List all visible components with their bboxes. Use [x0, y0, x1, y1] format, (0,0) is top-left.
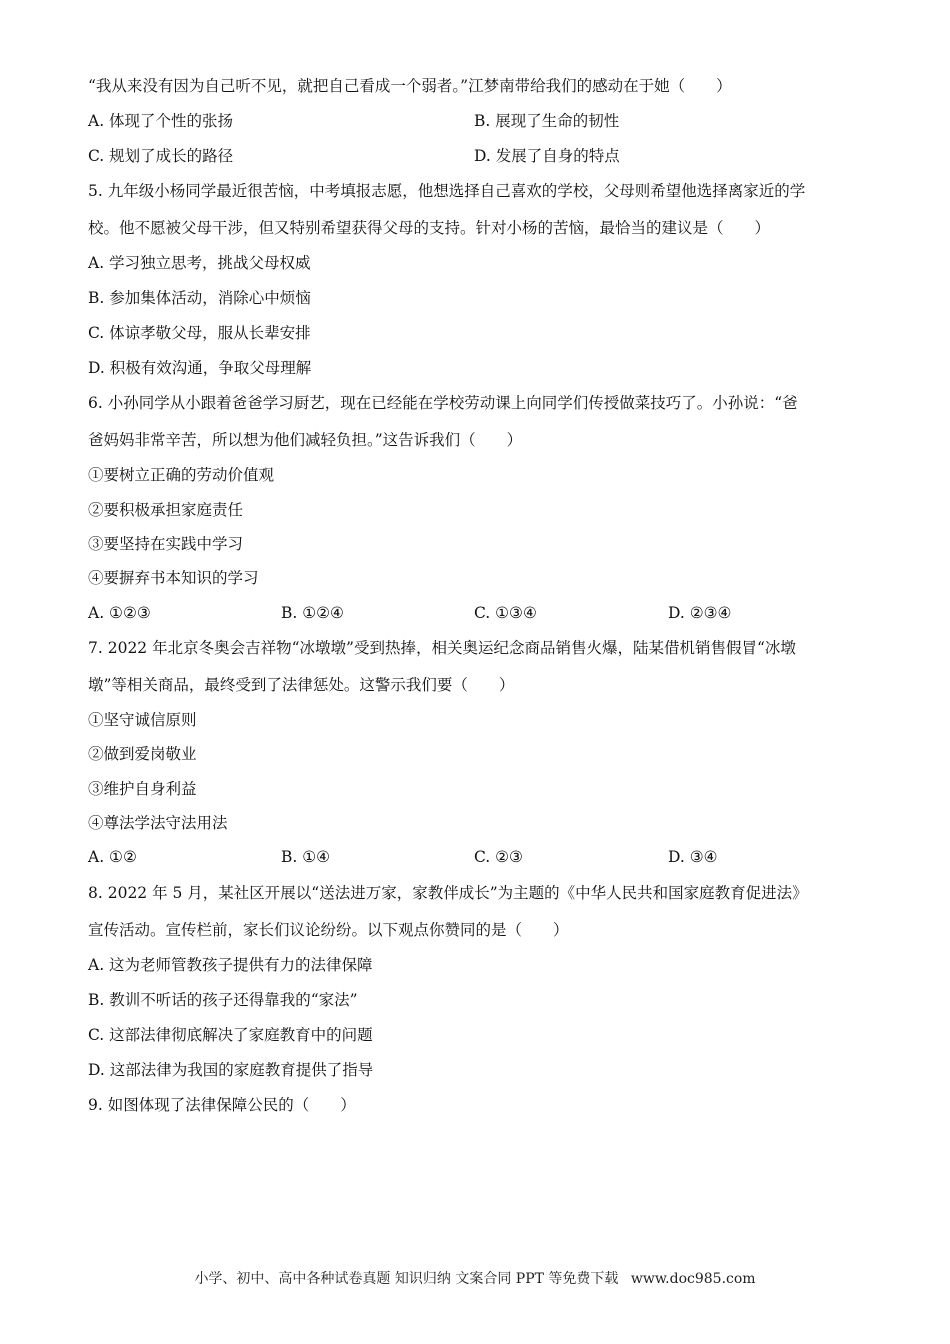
q6-statement-1: ①要树立正确的劳动价值观: [88, 466, 275, 484]
q5-option-c: C. 体谅孝敬父母，服从长辈安排: [88, 324, 311, 342]
q6-statement-4: ④要摒弃书本知识的学习: [88, 569, 259, 587]
q4-option-a: A. 体现了个性的张扬: [88, 112, 234, 130]
q7-option-a: A. ①②: [88, 848, 137, 866]
q5-stem-line-1: 5. 九年级小杨同学最近很苦恼，中考填报志愿，他想选择自己喜欢的学校，父母则希望他选择离家近的学: [88, 182, 806, 200]
footer-website-link[interactable]: www.doc985.com: [630, 1271, 756, 1287]
q8-option-d: D. 这部法律为我国的家庭教育提供了指导: [88, 1061, 374, 1079]
q7-option-c: C. ②③: [474, 848, 523, 866]
q8-stem-line-1: 8. 2022 年 5 月，某社区开展以“送法进万家，家教伴成长”为主题的《中华人民共和国家庭教育促进法》: [88, 884, 808, 902]
q7-option-b: B. ①④: [281, 848, 331, 866]
q7-statement-4: ④尊法学法守法用法: [88, 814, 228, 832]
q7-stem-line-1: 7. 2022 年北京冬奥会吉祥物“冰墩墩”受到热捧，相关奥运纪念商品销售火爆，陆某借机销售假冒“冰墩: [88, 639, 796, 657]
q6-option-b: B. ①②④: [281, 604, 344, 622]
q8-option-c: C. 这部法律彻底解决了家庭教育中的问题: [88, 1026, 373, 1044]
q5-stem-line-2: 校。他不愿被父母干涉，但又特别希望获得父母的支持。针对小杨的苦恼，最恰当的建议是（ ）: [88, 219, 771, 237]
q7-statement-2: ②做到爱岗敬业: [88, 745, 197, 763]
q4-option-d: D. 发展了自身的特点: [474, 147, 620, 165]
page-footer: [0, 1268, 950, 1288]
footer-promo-text: 小学、初中、高中各种试卷真题 知识归纳 文案合同 PPT 等免费下载: [194, 1271, 619, 1287]
q6-stem-line-1: 6. 小孙同学从小跟着爸爸学习厨艺，现在已经能在学校劳动课上向同学们传授做菜技巧了。小孙说：“爸: [88, 394, 798, 412]
q7-statement-1: ①坚守诚信原则: [88, 711, 197, 729]
q8-option-b: B. 教训不听话的孩子还得靠我的“家法”: [88, 991, 358, 1009]
q4-stem: “我从来没有因为自己听不见，就把自己看成一个弱者。”江梦南带给我们的感动在于她（ ）: [88, 77, 732, 95]
q6-statement-2: ②要积极承担家庭责任: [88, 501, 244, 519]
q7-option-d: D. ③④: [668, 848, 718, 866]
q7-stem-line-2: 墩”等相关商品，最终受到了法律惩处。这警示我们要（ ）: [88, 676, 515, 694]
q6-option-d: D. ②③④: [668, 604, 732, 622]
q4-option-c: C. 规划了成长的路径: [88, 147, 234, 165]
q9-stem: 9. 如图体现了法律保障公民的（ ）: [88, 1096, 356, 1114]
q8-stem-line-2: 宣传活动。宣传栏前，家长们议论纷纷。以下观点你赞同的是（ ）: [88, 921, 569, 939]
q7-statement-3: ③维护自身利益: [88, 780, 197, 798]
q8-option-a: A. 这为老师管教孩子提供有力的法律保障: [88, 956, 373, 974]
q5-option-a: A. 学习独立思考，挑战父母权威: [88, 254, 311, 272]
q6-statement-3: ③要坚持在实践中学习: [88, 535, 244, 553]
q4-option-b: B. 展现了生命的韧性: [474, 112, 620, 130]
q6-stem-line-2: 爸妈妈非常辛苦，所以想为他们减轻负担。”这告诉我们（ ）: [88, 431, 523, 449]
q6-option-c: C. ①③④: [474, 604, 537, 622]
q6-option-a: A. ①②③: [88, 604, 151, 622]
q5-option-d: D. 积极有效沟通，争取父母理解: [88, 359, 312, 377]
q5-option-b: B. 参加集体活动，消除心中烦恼: [88, 289, 311, 307]
